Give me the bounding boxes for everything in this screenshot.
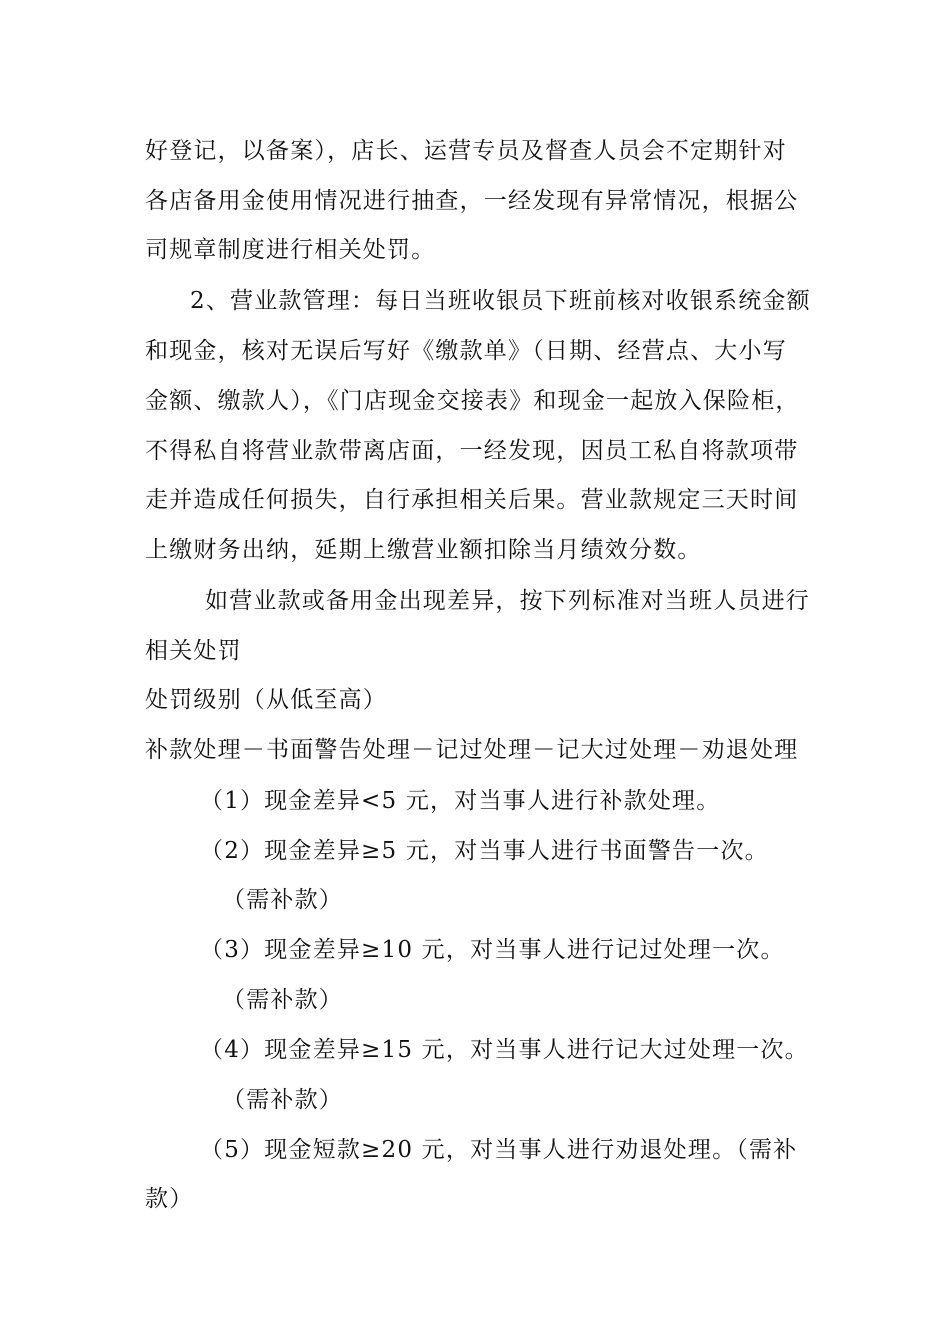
paragraph-line-6: 金额、缴款人），《门店现金交接表》和现金一起放入保险柜， [145, 388, 800, 414]
rule-item-5: （5）现金短款≥20 元，对当事人进行劝退处理。（需补 [200, 1137, 798, 1163]
paragraph-line-3: 司规章制度进行相关处罚。 [145, 237, 436, 263]
penalty-levels-sequence: 补款处理－书面警告处理－记过处理－记大过处理－劝退处理 [145, 737, 799, 763]
paragraph-line-7: 不得私自将营业款带离店面，一经发现，因员工私自将款项带 [145, 438, 799, 464]
paragraph-line-9: 上缴财务出纳，延期上缴营业额扣除当月绩效分数。 [145, 537, 702, 563]
paragraph-line-11: 相关处罚 [145, 638, 242, 664]
paragraph-line-8: 走并造成任何损失，自行承担相关后果。营业款规定三天时间 [145, 487, 799, 513]
rule-item-1: （1）现金差异<5 元，对当事人进行补款处理。 [200, 788, 721, 814]
rule-item-4: （4）现金差异≥15 元，对当事人进行记大过处理一次。 [200, 1037, 809, 1063]
rule-item-3-note: （需补款） [222, 987, 343, 1013]
paragraph-line-1: 好登记，以备案），店长、运营专员及督查人员会不定期针对 [145, 138, 787, 164]
paragraph-line-10: 如营业款或备用金出现差异，按下列标准对当班人员进行 [205, 588, 810, 614]
rule-item-3: （3）现金差异≥10 元，对当事人进行记过处理一次。 [200, 937, 785, 963]
paragraph-line-2: 各店备用金使用情况进行抽查，一经发现有异常情况，根据公 [145, 188, 799, 214]
paragraph-line-4: 2、营业款管理：每日当班收银员下班前核对收银系统金额 [190, 288, 811, 314]
paragraph-line-5: 和现金，核对无误后写好《缴款单》（日期、经营点、大小写 [145, 338, 787, 364]
rule-item-2: （2）现金差异≥5 元，对当事人进行书面警告一次。 [200, 838, 769, 864]
rule-item-2-note: （需补款） [222, 887, 343, 913]
rule-item-4-note: （需补款） [222, 1087, 343, 1113]
rule-item-5-continued: 款） [145, 1186, 194, 1212]
penalty-levels-heading: 处罚级别（从低至高） [145, 687, 387, 713]
